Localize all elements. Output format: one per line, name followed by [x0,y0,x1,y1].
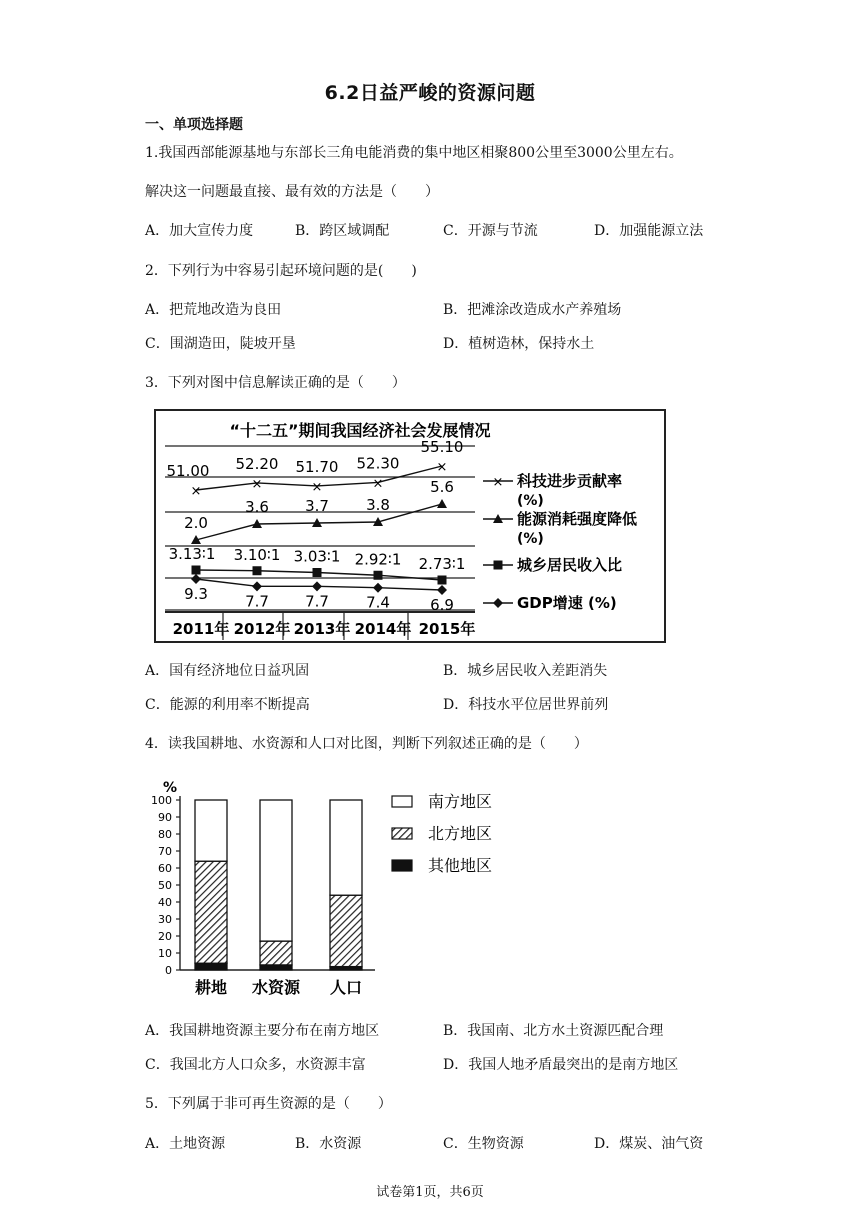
line-label-s2-2: 3.03∶1 [293,547,341,566]
legend-label-3: GDP增速 (%) [517,594,617,612]
line-xtick-4: 2015年 [418,620,476,638]
question-1-option-d[interactable]: D．加强能源立法 [594,223,704,239]
question-2-option-a[interactable]: A．把荒地改造为良田 [145,302,282,318]
bar-xlabel-0: 耕地 [194,978,228,997]
page-footer: 试卷第1页，共6页 [376,1185,484,1200]
bar-ytick-10: 100 [151,794,172,807]
line-label-s0-4: 55.10 [420,438,464,456]
line-label-s2-1: 3.10∶1 [233,545,281,564]
question-1-stem-line-2: 解决这一问题最直接、最有效的方法是（ ） [145,184,439,200]
bar-2-seg-1 [330,895,362,966]
question-3-option-b[interactable]: B．城乡居民收入差距消失 [443,663,608,679]
line-label-s1-3: 3.8 [366,496,390,514]
question-4-option-d[interactable]: D．我国人地矛盾最突出的是南方地区 [443,1057,679,1073]
line-xtick-3: 2014年 [354,620,412,638]
line-label-s3-2: 7.7 [305,592,329,611]
question-4-option-b[interactable]: B．我国南、北方水土资源匹配合理 [443,1023,664,1039]
question-5-option-a[interactable]: A．土地资源 [145,1136,226,1152]
line-label-s1-1: 3.6 [245,498,269,516]
bar-ytick-5: 50 [158,879,172,892]
question-1-stem-line-1: 1.我国西部能源基地与东部长三角电能消费的集中地区相聚800公里至3000公里左右。 [145,145,683,161]
question-2-option-c[interactable]: C．围湖造田，陡坡开垦 [145,336,296,352]
question-5-option-b[interactable]: B．水资源 [295,1136,362,1152]
line-chart-title: “十二五”期间我国经济社会发展情况 [229,421,491,440]
bar-0-seg-2 [195,800,227,861]
legend-label-2: 城乡居民收入比 [517,556,623,574]
line-label-s1-2: 3.7 [305,497,329,515]
line-point-s0-4: × [436,460,448,475]
line-label-s2-4: 2.73∶1 [418,555,466,573]
bar-ytick-3: 30 [158,913,172,926]
question-5-stem: 5．下列属于非可再生资源的是（ ） [145,1096,392,1112]
page-title: 6.2日益严峻的资源问题 [324,82,536,104]
bar-ytick-1: 10 [158,947,172,960]
bar-1-seg-1 [260,941,292,965]
bar-1-seg-0 [260,965,292,970]
bar-ytick-2: 20 [158,930,172,943]
question-5-option-d[interactable]: D．煤炭、油气资 [594,1136,704,1152]
question-1-option-b[interactable]: B．跨区域调配 [295,223,390,239]
line-xtick-2: 2013年 [293,620,351,638]
legend-label-1: 能源消耗强度降低 [517,510,638,528]
bar-xlabel-1: 水资源 [251,978,301,997]
question-3-option-c[interactable]: C．能源的利用率不断提高 [145,697,310,713]
line-label-s0-1: 52.20 [235,454,279,473]
line-label-s3-1: 7.7 [245,592,269,611]
line-point-s2-0 [192,566,201,575]
bar-ytick-7: 70 [158,845,172,858]
bar-legend-swatch-0 [392,796,412,807]
line-point-s0-3: × [372,476,384,492]
question-3-option-d[interactable]: D．科技水平位居世界前列 [443,697,609,713]
line-point-s0-0: × [190,484,202,499]
line-label-s2-3: 2.92∶1 [354,550,402,569]
legend-marker-0: × [492,475,504,490]
legend-unit-0: (%) [517,493,544,509]
bar-1-seg-2 [260,800,292,941]
question-1-option-c[interactable]: C．开源与节流 [443,223,538,239]
legend-label-0: 科技进步贡献率 [517,472,623,490]
resource-bar-chart [0,770,860,1010]
line-point-s0-2: × [311,479,323,495]
line-point-s2-3 [374,571,383,580]
bar-2-seg-2 [330,800,362,895]
question-4-stem: 4．读我国耕地、水资源和人口对比图，判断下列叙述正确的是（ ） [145,736,588,752]
question-4-option-a[interactable]: A．我国耕地资源主要分布在南方地区 [145,1023,380,1039]
line-point-s2-1 [253,566,262,575]
line-label-s0-2: 51.70 [295,457,339,476]
bar-legend-swatch-1 [392,828,412,839]
bar-0-seg-1 [195,861,227,963]
line-label-s2-0: 3.13∶1 [168,545,216,563]
line-point-s0-1: × [251,476,263,492]
bar-ytick-6: 60 [158,862,172,875]
question-2-option-d[interactable]: D．植树造林，保持水土 [443,336,595,352]
line-xtick-0: 2011年 [172,620,230,638]
line-label-s3-4: 6.9 [430,596,454,614]
question-2-stem: 2．下列行为中容易引起环境问题的是( ) [145,263,417,279]
question-3-stem: 3．下列对图中信息解读正确的是（ ） [145,375,406,391]
bar-ytick-0: 0 [165,964,172,977]
bar-legend-label-0: 南方地区 [428,792,493,811]
bar-ytick-9: 90 [158,811,172,824]
bar-0-seg-0 [195,963,227,970]
question-2-option-b[interactable]: B．把滩涂改造成水产养殖场 [443,302,622,318]
development-line-chart [0,400,860,660]
line-point-s2-4 [438,576,447,585]
line-label-s0-3: 52.30 [356,454,400,473]
legend-unit-1: (%) [517,531,544,547]
section-heading: 一、单项选择题 [145,117,243,133]
bar-chart-ylabel: % [163,780,178,796]
bar-legend-swatch-2 [392,860,412,871]
line-xtick-1: 2012年 [233,620,291,638]
bar-ytick-4: 40 [158,896,172,909]
bar-legend-label-1: 北方地区 [428,824,493,843]
bar-xlabel-2: 人口 [329,978,363,997]
line-point-s2-2 [313,568,322,577]
legend-marker-2 [494,561,503,570]
line-label-s1-4: 5.6 [430,478,454,496]
line-label-s3-0: 9.3 [184,585,208,603]
line-label-s3-3: 7.4 [366,593,390,612]
question-3-option-a[interactable]: A．国有经济地位日益巩固 [145,663,310,679]
line-label-s0-0: 51.00 [166,462,210,480]
bar-ytick-8: 80 [158,828,172,841]
question-5-option-c[interactable]: C．生物资源 [443,1136,524,1152]
question-4-option-c[interactable]: C．我国北方人口众多，水资源丰富 [145,1057,366,1073]
question-1-option-a[interactable]: A．加大宣传力度 [145,223,254,239]
line-label-s1-0: 2.0 [184,514,208,532]
bar-legend-label-2: 其他地区 [428,856,493,875]
